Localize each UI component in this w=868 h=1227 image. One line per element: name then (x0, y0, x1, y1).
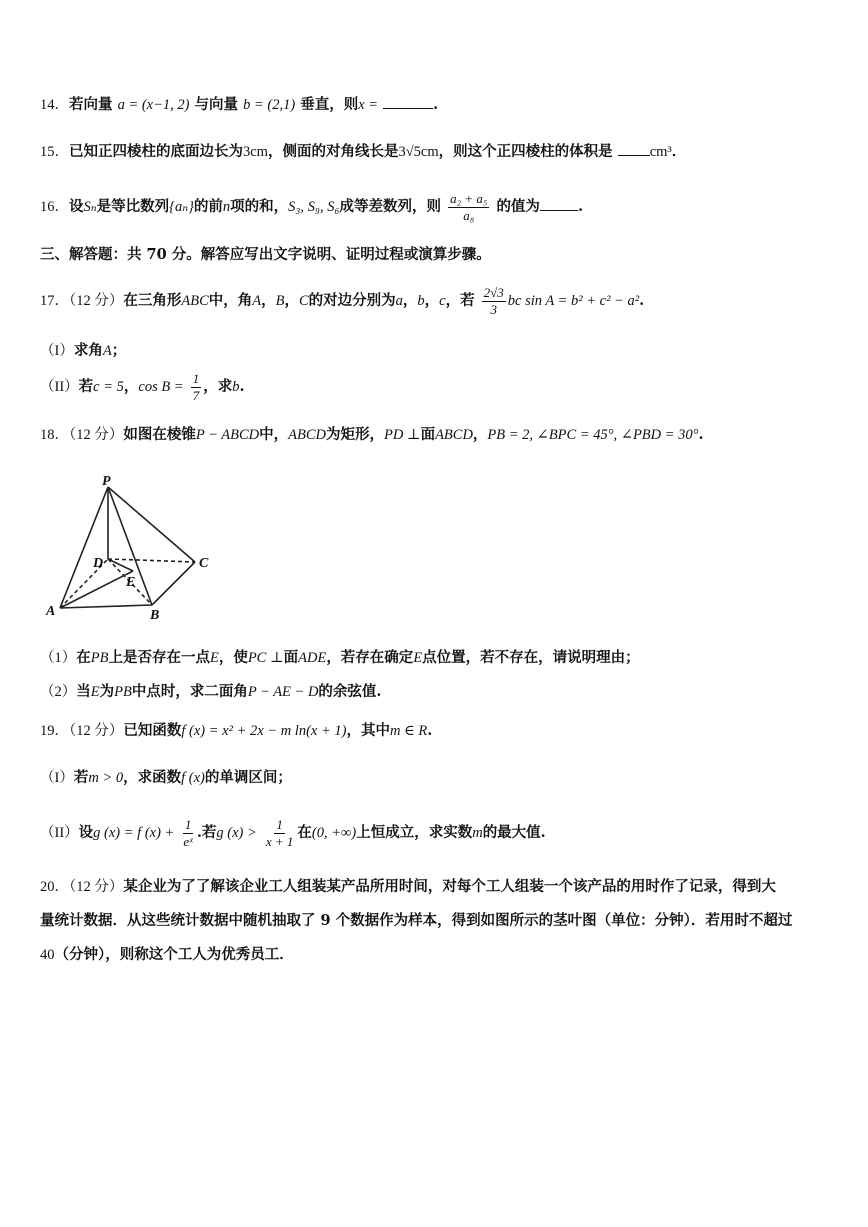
fraction: $\frac{1}{7}$ (192, 370, 200, 403)
edge-DC (108, 559, 195, 562)
question-20-line-1: 20．（12 分）某企业为了了解该企业工人组装某产品所用时间，对每个工人组装一个该产品的用时作了记录，得到大 (40, 878, 776, 895)
question-17-part-2: （II）若c = 5，cos B = $\frac{1}{7}$ ，求b. (40, 370, 245, 403)
question-19: 19．（12 分）已知函数f (x) = x² + 2x − m ln(x + 1)，其中m ∈ R. (40, 722, 433, 739)
question-17-part-1: （I）求角A； (40, 342, 127, 359)
section-heading: 三、解答题：共 70 分。解答应写出文字说明、证明过程或演算步骤。 (40, 246, 491, 263)
question-18-part-2: （2）当E为PB中点时，求二面角P − AE − D的余弦值. (40, 683, 382, 700)
question-20-line-2: 量统计数据．从这些统计数据中随机抽取了 9 个数据作为样本，得到如图所示的茎叶图（单位：分钟）．若用时不超过 (40, 912, 793, 929)
edge-PC (108, 487, 195, 562)
label-P: P (102, 475, 111, 489)
question-16: 16．设Sₙ是等比数列{aₙ}的前n项的和，S₃, S₉, S₆成等差数列，则 $\frac{\text{a₂ + a₅}}{\text{a₈}}$ 的值为 . (40, 190, 583, 223)
edge-BC (152, 562, 195, 605)
answer-blank (540, 196, 578, 211)
label-A: A (46, 604, 56, 619)
answer-blank (618, 141, 650, 156)
answer-blank (383, 94, 433, 109)
label-C: C (199, 556, 209, 571)
pyramid-figure (40, 475, 230, 620)
fraction: $\frac{1}{\text{eˣ}}$ (183, 816, 193, 849)
question-18: 18．（12 分）如图在棱锥P − ABCD中，ABCD为矩形，PD ⊥面ABCD，PB = 2, ∠BPC = 45°, ∠PBD = 30°. (40, 426, 704, 443)
fraction: $\frac{\text{a₂ + a₅}}{\text{a₈}}$ (450, 190, 488, 223)
fraction: $\frac{2√3}{3}$ (483, 284, 504, 317)
question-15: 15．已知正四棱柱的底面边长为3cm，侧面的对角线长是3√5cm，则这个正四棱柱的体积是 cm³． (40, 143, 687, 160)
question-20-line-3: 40（分钟），则称这个工人为优秀员工． (40, 946, 294, 963)
segment-AE (60, 571, 136, 608)
question-19-part-1: （I）若m > 0，求函数f (x)的单调区间； (40, 769, 292, 786)
question-14: 14．若向量 a = (x−1, 2) 与向量 b = (2,1) 垂直，则x = . (40, 96, 439, 113)
edge-PA (60, 487, 108, 608)
label-E: E (126, 575, 136, 590)
question-18-part-1: （1）在PB上是否存在一点E，使PC ⊥面ADE，若存在确定E点位置，若不存在，请说明理由； (40, 649, 640, 666)
label-D: D (93, 556, 104, 571)
question-19-part-2: （II）设g (x) = f (x) + $\frac{1}{\text{eˣ}}$ .若g (x) > $\frac{1}{x + 1}$ 在(0, +∞)上恒成立，求实数m的最大值. (40, 816, 546, 849)
question-17: 17．（12 分）在三角形ABC中，角A，B，C的对边分别为a，b，c，若 $\frac{2√3}{3}$ bc sin A = b² + c² − a². (40, 284, 645, 317)
edge-AB (60, 605, 152, 608)
fraction: $\frac{1}{x + 1}$ (265, 816, 294, 849)
segment-DE (108, 559, 133, 571)
question-20 (40, 870, 835, 972)
label-B: B (150, 608, 160, 620)
